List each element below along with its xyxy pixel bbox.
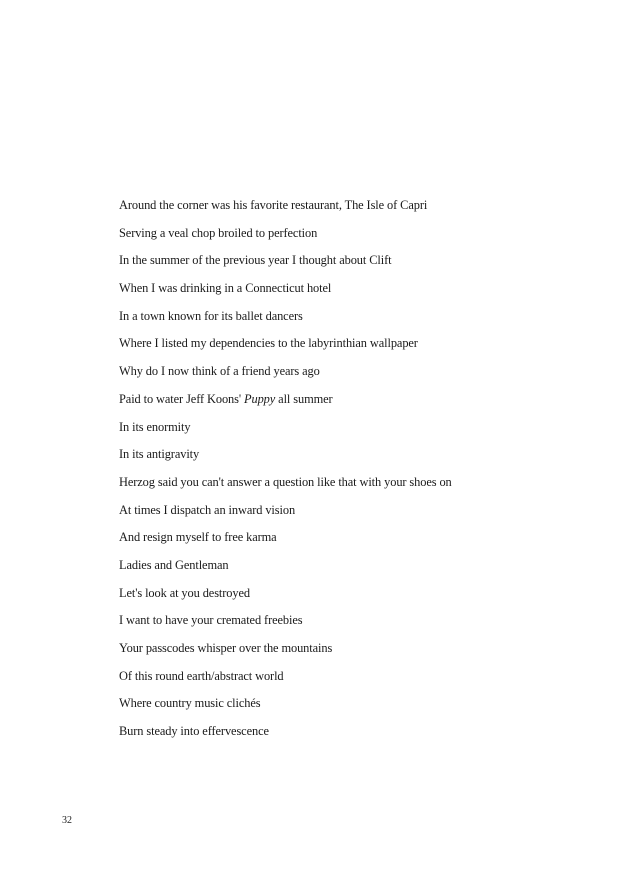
poem-line: In its antigravity: [119, 447, 200, 462]
poem-line: Burn steady into effervescence: [119, 724, 269, 739]
poem-line: When I was drinking in a Connecticut hotel: [119, 281, 332, 296]
poem-line: In its enormity: [119, 419, 191, 434]
poem-line-text: Paid to water Jeff Koons': [119, 391, 245, 406]
poem-line: Of this round earth/abstract world: [119, 668, 284, 683]
poem-line: In the summer of the previous year I thought about Clift: [119, 253, 392, 268]
poem-line: Around the corner was his favorite restaurant, The Isle of Capri: [119, 198, 428, 212]
poem-line: Where I listed my dependencies to the labyrinthian wallpaper: [119, 336, 418, 351]
poem-line: At times I dispatch an inward vision: [119, 502, 296, 517]
poem-line: Herzog said you can't answer a question like that with your shoes on: [119, 474, 452, 489]
page-number: 32: [62, 815, 72, 826]
poem-line: [119, 390, 452, 418]
poem-line-text: all summer: [275, 391, 333, 406]
poem-line: Where country music clichés: [119, 696, 261, 711]
poem-line: Why do I now think of a friend years ago: [119, 364, 320, 379]
poem-line: Let's look at you destroyed: [119, 585, 250, 600]
poem-body: [119, 196, 452, 750]
poem-line: Serving a veal chop broiled to perfection: [119, 225, 318, 240]
poem-line: Ladies and Gentleman: [119, 557, 229, 572]
poem-line: And resign myself to free karma: [119, 530, 277, 545]
poem-line: I want to have your cremated freebies: [119, 613, 303, 628]
poem-line: In a town known for its ballet dancers: [119, 308, 303, 323]
poem-line: Your passcodes whisper over the mountains: [119, 641, 333, 655]
artwork-title: Puppy: [244, 391, 276, 406]
